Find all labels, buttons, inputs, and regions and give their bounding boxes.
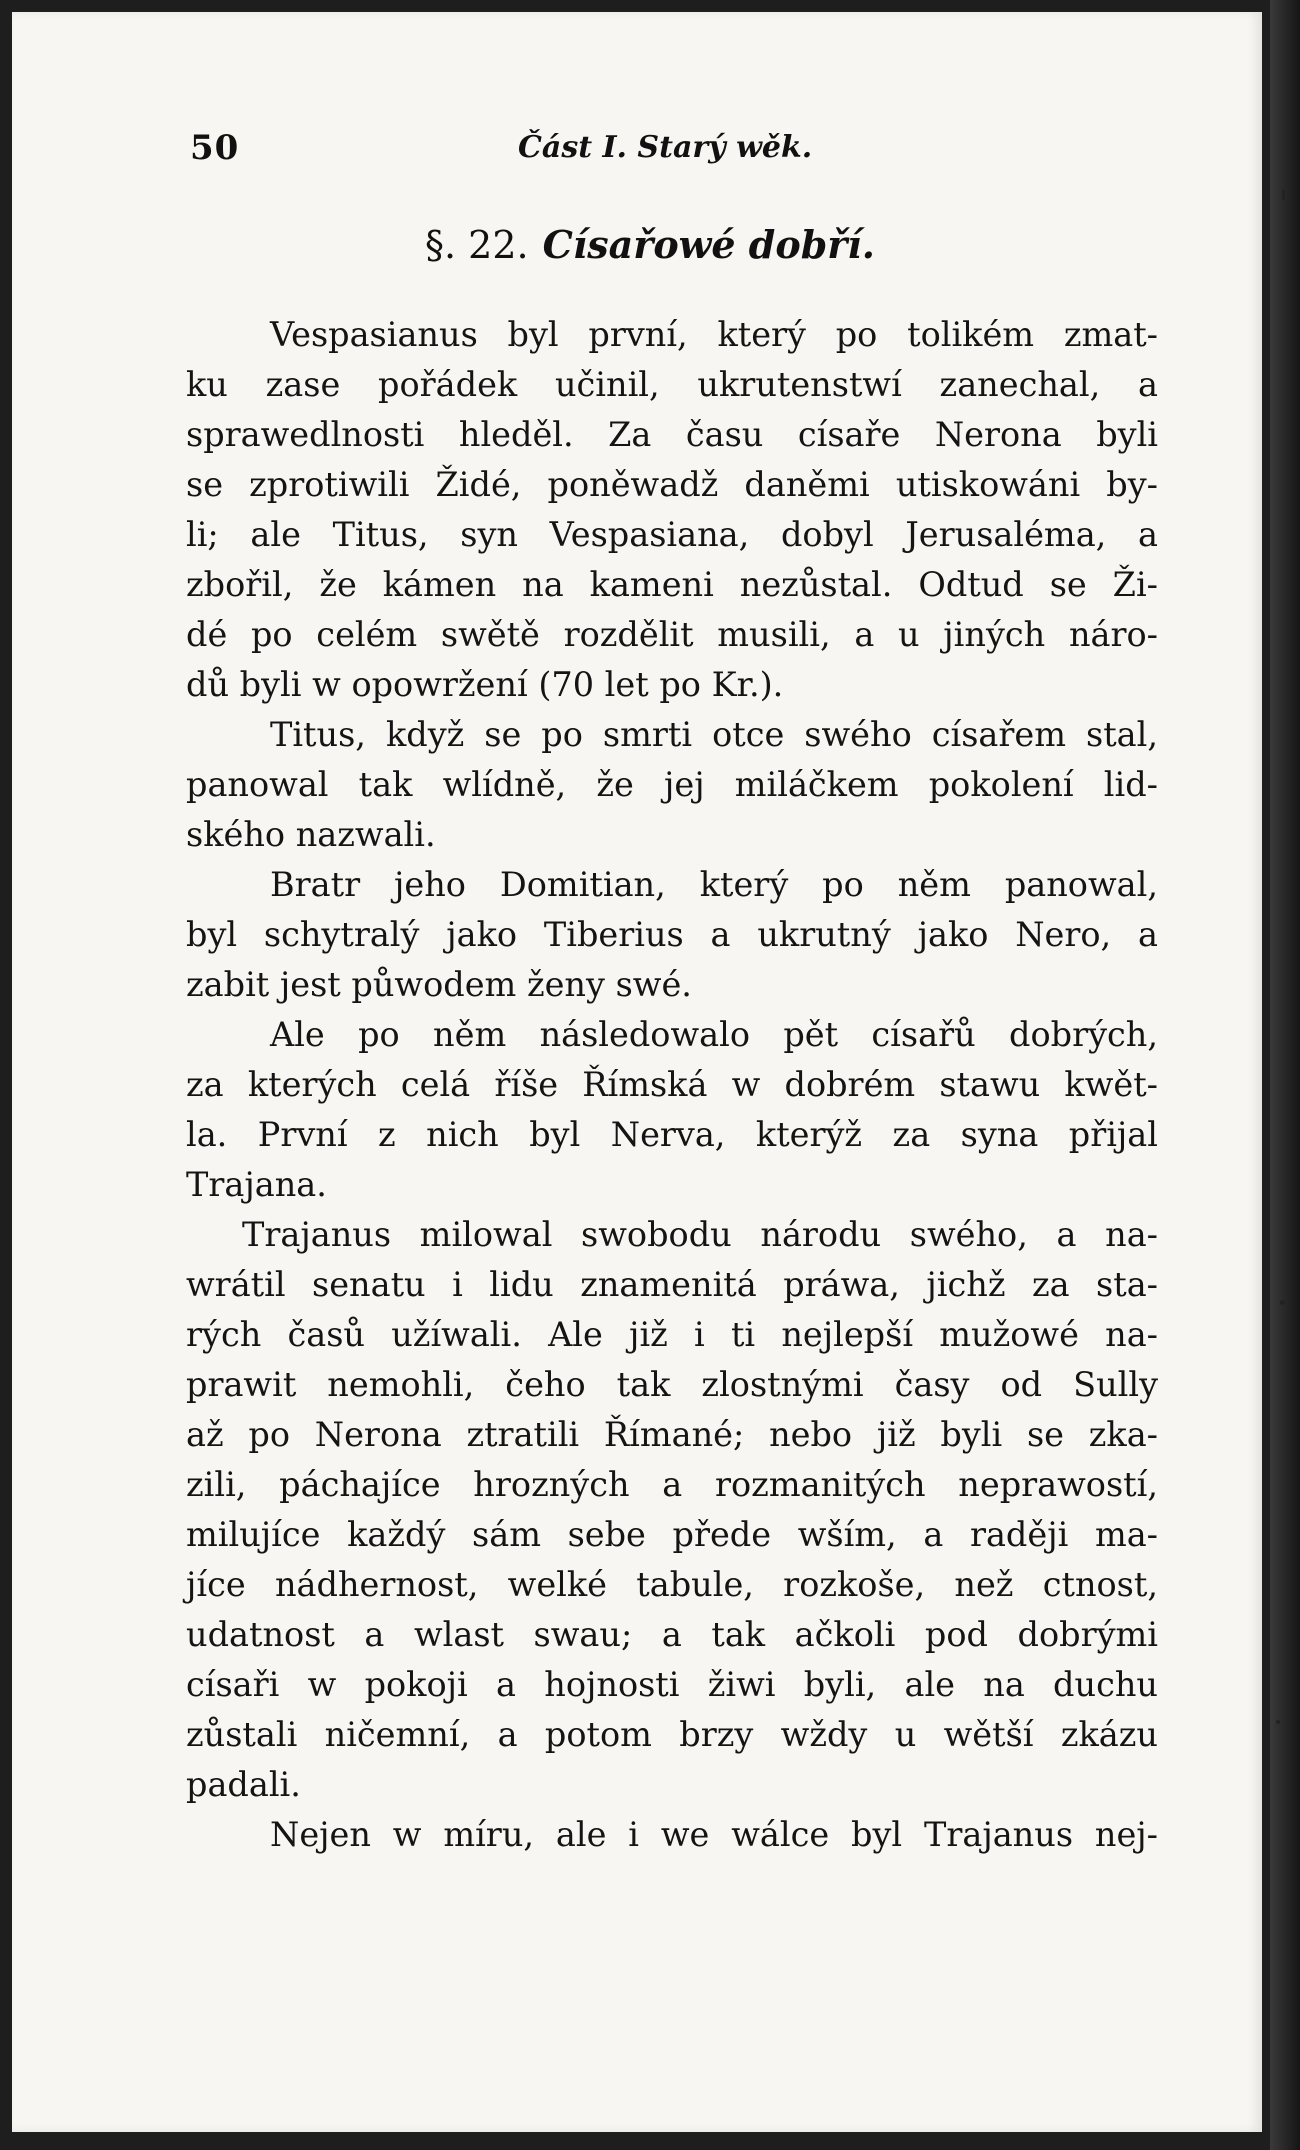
section-heading bbox=[0, 222, 1300, 267]
text-line: rých časů užíwali. Ale již i ti nejlepší mužowé na- bbox=[186, 1315, 1158, 1354]
text-line: dé po celém swětě rozdělit musili, a u jiných náro- bbox=[186, 615, 1158, 654]
scan-speck bbox=[1282, 190, 1285, 200]
page-number: 50 bbox=[190, 128, 240, 168]
text-line: ského nazwali. bbox=[186, 815, 436, 854]
text-line: zili, páchajíce hrozných a rozmanitých neprawostí, bbox=[186, 1465, 1158, 1504]
running-title: Část I. Starý wěk. bbox=[518, 130, 813, 165]
text-line: udatnost a wlast swau; a tak ačkoli pod dobrými bbox=[186, 1615, 1158, 1654]
page-edge-shadow bbox=[1270, 0, 1300, 2150]
text-line: dů byli w opowržení (70 let po Kr.). bbox=[186, 665, 784, 704]
section-number: §. 22. bbox=[425, 223, 529, 267]
text-line: padali. bbox=[186, 1765, 301, 1804]
text-line: zůstali ničemní, a potom brzy wždy u wětší zkázu bbox=[186, 1715, 1158, 1754]
text-line: li; ale Titus, syn Vespasiana, dobyl Jerusaléma, a bbox=[186, 515, 1158, 554]
text-line: la. První z nich byl Nerva, kterýž za syna přijal bbox=[186, 1115, 1158, 1154]
text-line: zbořil, že kámen na kameni nezůstal. Odtud se Ži- bbox=[186, 565, 1158, 604]
text-line: Ale po něm následowalo pět císařů dobrých, bbox=[270, 1015, 1158, 1054]
text-line: Bratr jeho Domitian, který po něm panowal, bbox=[270, 865, 1158, 904]
section-title: Císařowé dobří. bbox=[542, 222, 875, 267]
text-line: panowal tak wlídně, že jej miláčkem pokolení lid- bbox=[186, 765, 1158, 804]
body-text bbox=[186, 310, 1158, 1860]
scan-speck bbox=[1280, 1300, 1285, 1305]
running-header bbox=[178, 128, 1178, 188]
text-line: jíce nádhernost, welké tabule, rozkoše, než ctnost, bbox=[186, 1565, 1158, 1604]
text-line: sprawedlnosti hleděl. Za času císaře Nerona byli bbox=[186, 415, 1158, 454]
text-line: wrátil senatu i lidu znamenitá práwa, jichž za sta- bbox=[186, 1265, 1158, 1304]
scan-speck bbox=[1276, 1720, 1280, 1724]
text-line: za kterých celá říše Římská w dobrém stawu kwět- bbox=[186, 1065, 1158, 1104]
text-line: až po Nerona ztratili Římané; nebo již byli se zka- bbox=[186, 1415, 1158, 1454]
text-line: byl schytralý jako Tiberius a ukrutný jako Nero, a bbox=[186, 915, 1158, 954]
text-line: se zprotiwili Židé, poněwadž daněmi utiskowáni by- bbox=[186, 465, 1158, 504]
text-line: Trajana. bbox=[186, 1165, 327, 1204]
text-line: Vespasianus byl první, který po tolikém zmat- bbox=[270, 315, 1158, 354]
text-line: milujíce každý sám sebe přede wším, a raději ma- bbox=[186, 1515, 1158, 1554]
text-line: císaři w pokoji a hojnosti žiwi byli, ale na duchu bbox=[186, 1665, 1158, 1704]
text-line: prawit nemohli, čeho tak zlostnými časy od Sully bbox=[186, 1365, 1158, 1404]
text-line: ku zase pořádek učinil, ukrutenstwí zanechal, a bbox=[186, 365, 1158, 404]
text-line: Trajanus milowal swobodu národu swého, a na- bbox=[242, 1215, 1158, 1254]
text-line: Titus, když se po smrti otce swého císařem stal, bbox=[270, 715, 1158, 754]
text-line: Nejen w míru, ale i we wálce byl Trajanus nej- bbox=[270, 1815, 1158, 1854]
text-line: zabit jest půwodem ženy swé. bbox=[186, 965, 692, 1004]
